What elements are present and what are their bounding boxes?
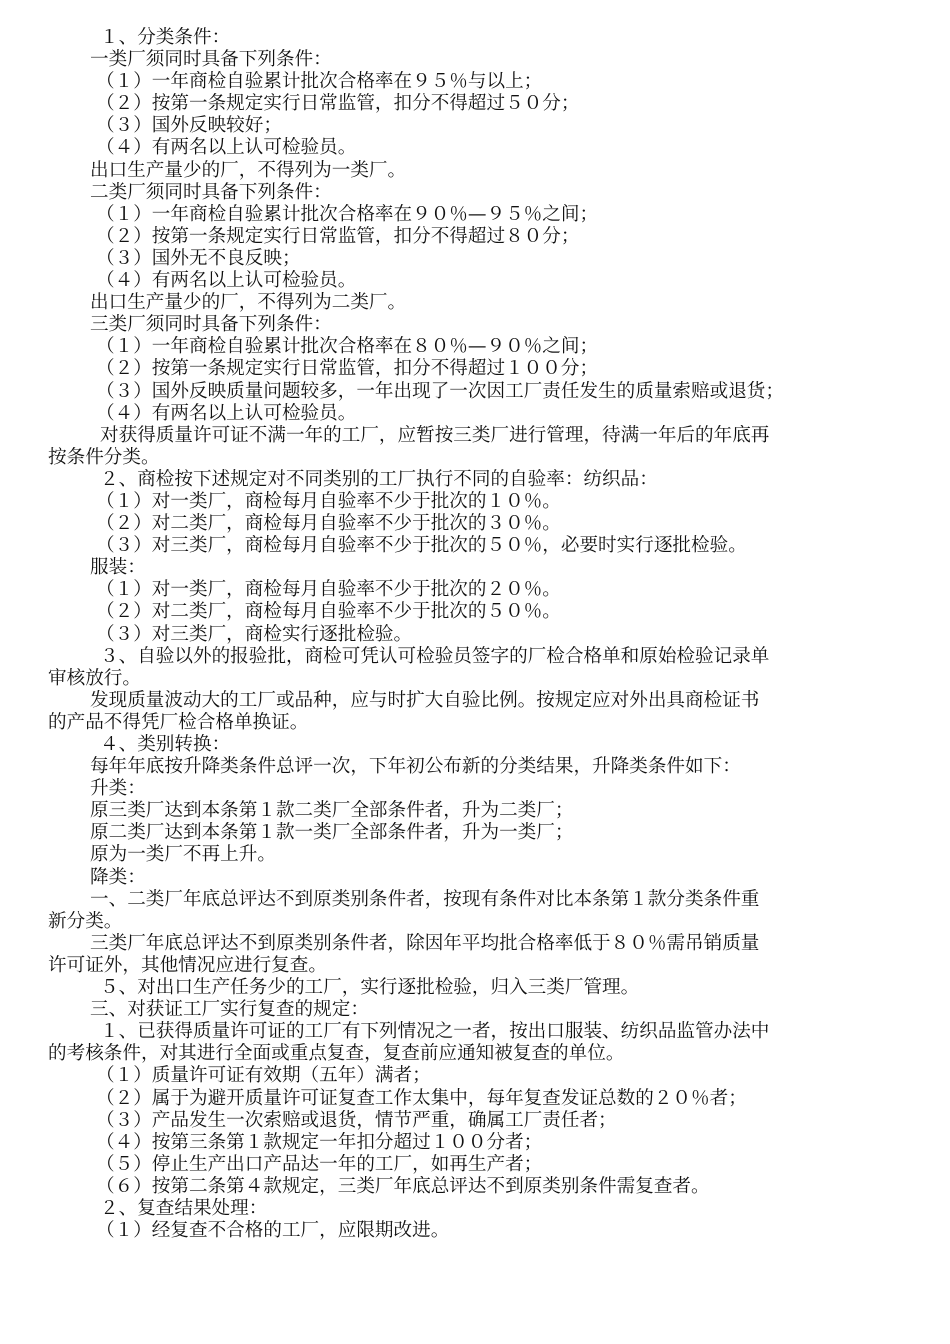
text-line: 一类厂须同时具备下列条件： (90, 49, 332, 71)
text-line: ２、商检按下述规定对不同类别的工厂执行不同的自验率：纺织品： (100, 468, 658, 490)
text-line: 三类厂须同时具备下列条件： (90, 314, 332, 336)
text-line: 发现质量波动大的工厂或品种，应与时扩大自验比例。按规定应对外出具商检证书 (90, 689, 760, 711)
text-line: 出口生产量少的厂，不得列为一类厂。 (90, 159, 407, 181)
text-line: 原三类厂达到本条第１款二类厂全部条件者，升为二类厂； (90, 800, 574, 822)
text-line: （２）按第一条规定实行日常监管，扣分不得超过５０分； (96, 93, 580, 115)
text-line: 审核放行。 (48, 667, 141, 689)
text-line: 许可证外，其他情况应进行复查。 (48, 954, 327, 976)
text-line: 降类： (90, 866, 146, 888)
text-line: （３）对三类厂，商检实行逐批检验。 (96, 623, 413, 645)
text-line: （２）属于为避开质量许可证复查工作太集中，每年复查发证总数的２０％者； (96, 1087, 747, 1109)
text-line: （２）对二类厂，商检每月自验率不少于批次的５０％。 (96, 601, 561, 623)
text-line: （２）按第一条规定实行日常监管，扣分不得超过８０分； (96, 225, 580, 247)
text-line: （４）有两名以上认可检验员。 (96, 270, 357, 292)
text-line: ３、自验以外的报验批，商检可凭认可检验员签字的厂检合格单和原始检验记录单 (100, 645, 770, 667)
text-line: 对获得质量许可证不满一年的工厂，应暂按三类厂进行管理，待满一年后的年底再 (100, 424, 770, 446)
text-line: １、已获得质量许可证的工厂有下列情况之一者，按出口服装、纺织品监管办法中 (100, 1021, 770, 1043)
text-line: （１）经复查不合格的工厂，应限期改进。 (96, 1220, 450, 1242)
text-line: 一、二类厂年底总评达不到原类别条件者，按现有条件对比本条第１款分类条件重 (90, 888, 760, 910)
text-line: （２）按第一条规定实行日常监管，扣分不得超过１００分； (96, 358, 599, 380)
text-line: （３）国外无不良反映； (96, 247, 301, 269)
text-line: 的产品不得凭厂检合格单换证。 (48, 711, 309, 733)
text-line: 的考核条件，对其进行全面或重点复查，复查前应通知被复查的单位。 (48, 1043, 625, 1065)
text-line: 三类厂年底总评达不到原类别条件者，除因年平均批合格率低于８０％需吊销质量 (90, 932, 760, 954)
text-line: 升类： (90, 778, 146, 800)
text-line: 三、对获证工厂实行复查的规定： (90, 999, 369, 1021)
text-line: 按条件分类。 (48, 446, 160, 468)
text-line: １、分类条件： (100, 27, 231, 48)
text-line: ４、类别转换： (100, 734, 231, 755)
text-line: ２、复查结果处理： (100, 1197, 268, 1219)
text-line: 服装： (90, 557, 146, 579)
text-line: （１）一年商检自验累计批次合格率在９５％与以上； (96, 71, 543, 93)
text-line: （１）质量许可证有效期（五年）满者； (96, 1065, 431, 1087)
text-line: ５、对出口生产任务少的工厂，实行逐批检验，归入三类厂管理。 (100, 977, 640, 999)
text-line: 出口生产量少的厂，不得列为二类厂。 (90, 292, 407, 314)
text-line: （３）产品发生一次索赔或退货，情节严重，确属工厂责任者； (96, 1109, 617, 1131)
text-line: （５）停止生产出口产品达一年的工厂，如再生产者； (96, 1153, 543, 1175)
text-line: （４）有两名以上认可检验员。 (96, 137, 357, 159)
text-line: （２）对二类厂，商检每月自验率不少于批次的３０％。 (96, 513, 561, 535)
text-line: （１）对一类厂，商检每月自验率不少于批次的２０％。 (96, 579, 561, 601)
text-line: （３）国外反映较好； (96, 115, 282, 137)
text-line: 新分类。 (48, 910, 123, 932)
text-line: 每年年底按升降类条件总评一次，下年初公布新的分类结果，升降类条件如下： (90, 756, 741, 778)
text-line: （３）国外反映质量问题较多，一年出现了一次因工厂责任发生的质量索赔或退货； (96, 380, 784, 402)
text-line: 原为一类厂不再上升。 (90, 844, 276, 866)
text-line: （１）一年商检自验累计批次合格率在９０％—９５％之间； (96, 203, 599, 225)
text-line: 原二类厂达到本条第１款一类厂全部条件者，升为一类厂； (90, 822, 574, 844)
text-line: （３）对三类厂，商检每月自验率不少于批次的５０％，必要时实行逐批检验。 (96, 535, 747, 557)
text-line: （４）按第三条第１款规定一年扣分超过１００分者； (96, 1131, 543, 1153)
text-line: （４）有两名以上认可检验员。 (96, 402, 357, 424)
text-line: （１）对一类厂，商检每月自验率不少于批次的１０％。 (96, 490, 561, 512)
text-line: 二类厂须同时具备下列条件： (90, 181, 332, 203)
text-line: （１）一年商检自验累计批次合格率在８０％—９０％之间； (96, 336, 599, 358)
text-line: （６）按第二条第４款规定，三类厂年底总评达不到原类别条件需复查者。 (96, 1175, 710, 1197)
